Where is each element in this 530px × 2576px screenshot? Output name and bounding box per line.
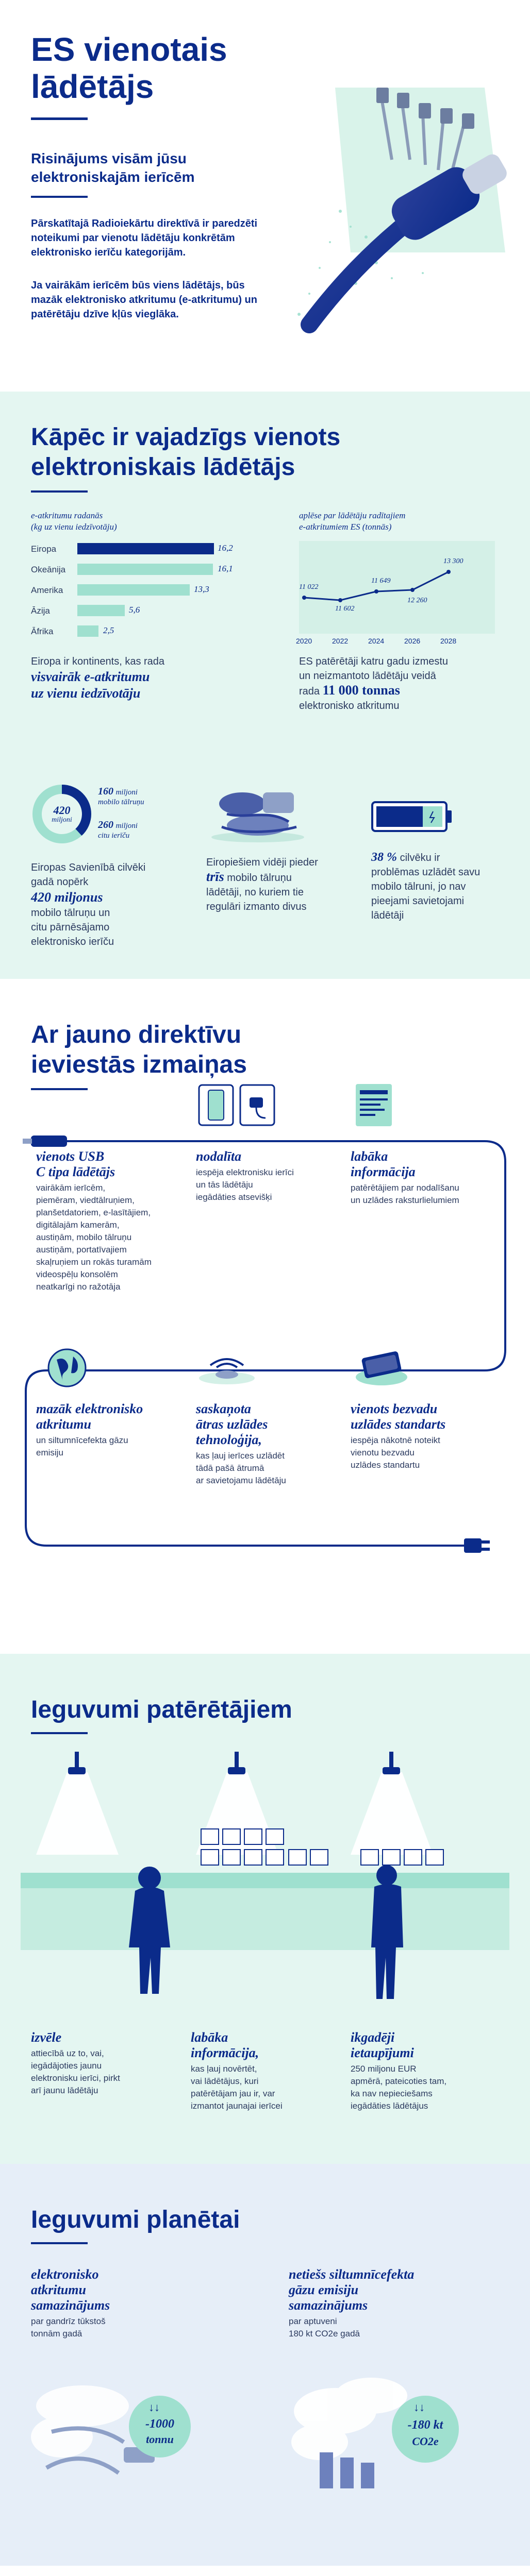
change-title-line2: atkritumu (36, 1417, 91, 1432)
planet-benefit-title (31, 2267, 227, 2313)
waste-badge-unit: tonnu (146, 2433, 174, 2446)
planet-benefit-text (289, 2315, 505, 2340)
why-title-line1: Kāpēc ir vajadzīgs vienots (31, 423, 341, 451)
emissions-badge-unit: CO2e (412, 2435, 439, 2448)
line-note-rada: rada (299, 686, 320, 697)
emissions-illustration (289, 2375, 505, 2488)
donut-caption-line4: mobilo tālruņu un (31, 907, 110, 919)
line-chart-svg (299, 541, 495, 634)
bar-value: 13,3 (194, 584, 209, 594)
changes-title-rule (31, 1088, 88, 1090)
page-title (31, 31, 227, 105)
fast-charge-icon (196, 1350, 258, 1386)
battery-pct: 38 % (371, 851, 397, 864)
text-line: un tās lādētāju (196, 1180, 253, 1190)
year-label: 2028 (440, 637, 457, 645)
benefit-title-line1: labāka (191, 2030, 228, 2045)
title-underline (31, 117, 88, 120)
planet-benefit-waste (31, 2267, 227, 2340)
text-line: skaļruņiem un rokās turamām (36, 1257, 152, 1267)
planet-title-line: samazinājums (31, 2298, 110, 2313)
text-line: vienotu bezvadu (351, 1448, 415, 1458)
battery-caption-line3: mobilo tālruni, jo nav (371, 881, 466, 892)
wireless-charger-icon (351, 1347, 412, 1388)
line-point-label: 13 300 (443, 557, 463, 565)
bar-row (31, 623, 247, 639)
why-title-rule (31, 490, 88, 493)
text-line: tādā pašā ātrumā (196, 1463, 264, 1473)
change-title-line3: tehnoloģija, (196, 1432, 262, 1447)
bar-row (31, 562, 247, 577)
change-item-wireless (351, 1401, 500, 1471)
line-chart-note (299, 654, 505, 713)
benefit-text (191, 2063, 335, 2112)
change-item-title (196, 1401, 340, 1448)
bar-value: 16,1 (218, 564, 233, 573)
change-title-line2: C tipa lādētājs (36, 1164, 115, 1179)
change-title-line1: saskaņota (196, 1401, 251, 1416)
planet-title-line: netiešs siltumnīcefekta (289, 2267, 415, 2282)
text-line: iespēja nākotnē noteikt (351, 1435, 440, 1445)
line-point (410, 588, 415, 592)
planet-title-rule (31, 2242, 88, 2244)
text-line: kas ļauj ierīces uzlādēt (196, 1451, 285, 1461)
consumers-title: Ieguvumi patērētājiem (31, 1696, 292, 1723)
planet-benefit-text (31, 2315, 227, 2340)
consumer-benefit-information (191, 2030, 335, 2112)
donut-caption (31, 860, 175, 949)
text-line: vairākām ierīcēm, (36, 1183, 106, 1193)
line-note-line3 (299, 683, 505, 699)
consumers-section (0, 1654, 530, 2164)
donut-legend-bottom (98, 819, 138, 840)
bar-chart-note (31, 654, 247, 702)
line-chart-title-line1: aplēse par lādētāju radītajiem (299, 511, 406, 520)
change-title-line1: vienots USB (36, 1149, 105, 1164)
consumers-title-rule (31, 1732, 88, 1734)
text-line: elektronisku ierīci, pirkt (31, 2073, 120, 2083)
bar-label: Okeānija (31, 565, 66, 574)
bar-row (31, 582, 247, 598)
donut-chart (31, 783, 93, 845)
line-chart (299, 541, 495, 634)
line-point-label: 11 022 (299, 583, 319, 591)
emissions-badge (392, 2396, 459, 2463)
change-item-fast-charging (196, 1401, 340, 1487)
title-line2: lādētājs (31, 68, 154, 105)
line-note-line2: un neizmantoto lādētāju veidā (299, 670, 436, 682)
header-subtitle (31, 149, 195, 187)
text-line: digitālajām kamerām, (36, 1220, 120, 1230)
text-line: emisiju (36, 1448, 63, 1458)
change-item-title (351, 1401, 500, 1432)
year-label: 2020 (296, 637, 312, 645)
change-title-line1: mazāk elektronisko (36, 1401, 143, 1416)
change-title-line2: uzlādes standarts (351, 1417, 446, 1432)
benefit-text (351, 2063, 500, 2112)
bar-label: Eiropa (31, 544, 57, 554)
change-item-title (36, 1149, 186, 1180)
donut-caption-line1: Eiropas Savienībā cilvēki (31, 862, 146, 873)
arrow-down-icon: ↓↓ (148, 2401, 160, 2414)
arrow-down-icon: ↓↓ (413, 2401, 425, 2414)
text-line: vai lādētājus, kuri (191, 2076, 259, 2086)
line-point-label: 12 260 (407, 597, 427, 604)
change-item-text (196, 1166, 330, 1204)
phones-caption-rest: mobilo tālruņu (227, 872, 292, 884)
globe-icon (46, 1347, 88, 1388)
benefit-title (351, 2030, 500, 2061)
text-line: planšetdatoriem, e-lasītājiem, (36, 1208, 151, 1217)
change-item-text (351, 1182, 500, 1207)
bar-fill (77, 605, 125, 616)
text-line: kas ļauj novērtēt, (191, 2064, 257, 2074)
change-item-text (351, 1434, 500, 1471)
planet-section (0, 2164, 530, 2566)
planet-title-line: samazinājums (289, 2298, 368, 2313)
donut-top-value: 160 (98, 786, 113, 797)
bar-chart (31, 541, 247, 644)
line-point (446, 570, 451, 574)
donut-caption-big: 420 miljonus (31, 890, 103, 905)
benefit-title-line1: ikgadēji (351, 2030, 395, 2045)
text-line: iespēja elektronisku ierīci (196, 1167, 294, 1177)
waste-badge-value: -1000 (145, 2417, 174, 2431)
planet-title-line: atkritumu (31, 2282, 86, 2297)
donut-top-label: mobilo tālruņu (98, 798, 144, 806)
text-line: 250 miljonu EUR (351, 2064, 417, 2074)
text-line: austiņām, portatīvajiem (36, 1245, 127, 1255)
change-item-unbundling (196, 1149, 330, 1204)
subtitle-underline (31, 196, 88, 198)
benefit-title-line2: ietaupījumi (351, 2045, 414, 2060)
bar-value: 16,2 (218, 543, 233, 553)
bar-fill (77, 625, 98, 637)
donut-bottom-value: 260 (98, 819, 113, 831)
why-title (31, 422, 340, 482)
phone-charger-icons (196, 1082, 278, 1128)
header-para1: Pārskatītajā Radioiekārtu direktīvā ir paredzēti noteikumi par vienotu lādētāju konkrētām elektronisko ierīču kategorijām. (31, 218, 258, 258)
line-point-label: 11 649 (371, 577, 391, 585)
donut-bottom-label: citu ierīču (98, 832, 130, 840)
bar-label: Āfrika (31, 626, 54, 636)
usb-cable-illustration (268, 57, 510, 345)
emissions-badge-value: -180 kt (407, 2418, 443, 2432)
bar-fill (77, 543, 214, 554)
change-title-line2: ātras uzlādes (196, 1417, 268, 1432)
year-label: 2024 (368, 637, 385, 645)
bar-label: Āzija (31, 606, 50, 616)
header-para2: Ja vairākām ierīcēm būs viens lādētājs, būs mazāk elektronisko atkritumu (e-atkritumu) un patērētāju dzīve kļūs vieglāka. (31, 280, 257, 320)
title-line1: ES vienotais (31, 31, 227, 68)
bar-label: Amerika (31, 585, 63, 595)
text-line: ka nav nepieciešams (351, 2089, 433, 2098)
text-line: 180 kt CO2e gadā (289, 2329, 360, 2338)
change-item-information (351, 1149, 500, 1207)
donut-center: 420 (53, 804, 71, 817)
line-note-big: 11 000 tonnas (322, 683, 400, 698)
change-title-line1: vienots bezvadu (351, 1401, 438, 1416)
text-line: arī jaunu lādētāju (31, 2086, 98, 2095)
store-illustration (21, 1752, 509, 2020)
year-label: 2022 (332, 637, 349, 645)
text-line: patērētājam jau ir, var (191, 2089, 275, 2098)
text-line: austiņām, mobilo tālruņu (36, 1232, 132, 1242)
text-line: par gandrīz tūkstoš (31, 2316, 106, 2326)
bar-row (31, 541, 247, 556)
line-note-line4: elektronisko atkritumu (299, 700, 400, 711)
donut-caption-line6: elektronisko ierīču (31, 936, 114, 947)
changes-title-line1: Ar jauno direktīvu (31, 1021, 242, 1048)
change-item-less-waste (36, 1401, 191, 1459)
changes-title-line2: ieviestās izmaiņas (31, 1051, 247, 1078)
phones-caption (206, 855, 340, 914)
phones-caption-line1: Eiropiešiem vidēji pieder (206, 857, 318, 868)
benefit-title (191, 2030, 335, 2061)
text-line: un siltumnīcefekta gāzu (36, 1435, 128, 1445)
text-line: piemēram, viedtālruņiem, (36, 1195, 135, 1205)
change-item-text (36, 1434, 191, 1459)
footer (0, 2566, 530, 2576)
bar-note-big1: visvairāk e-atkritumu (31, 669, 150, 684)
donut-bottom-unit: miljoni (115, 822, 138, 830)
text-line: un uzlādes raksturlielumiem (351, 1195, 459, 1205)
planet-title-line: gāzu emisiju (289, 2282, 359, 2297)
waste-illustration (31, 2375, 217, 2488)
text-line: apmērā, pateicoties tam, (351, 2076, 447, 2086)
text-line: ar savietojamu lādētāju (196, 1476, 286, 1485)
change-item-title (351, 1149, 500, 1180)
donut-legend-top (98, 786, 144, 807)
benefit-title: izvēle (31, 2030, 62, 2045)
line-point-label: 11 602 (335, 605, 355, 613)
text-line: iegādāties atsevišķi (196, 1192, 272, 1202)
text-line: videospēļu konsolēm (36, 1269, 118, 1279)
bar-chart-title-line2: (kg uz vienu iedzīvotāju) (31, 522, 117, 532)
info-label-icon (351, 1082, 397, 1128)
benefit-text (31, 2047, 175, 2097)
donut-caption-line5: citu pārnēsājamo (31, 922, 110, 933)
battery-caption-line4: pieejami savietojami (371, 895, 465, 907)
changes-title (31, 1020, 247, 1080)
bar-fill (77, 584, 190, 596)
year-label: 2026 (404, 637, 421, 645)
change-item-title (36, 1401, 191, 1432)
text-line: par aptuveni (289, 2316, 337, 2326)
donut-caption-line2: gadā nopērk (31, 876, 89, 888)
bar-note-line1: Eiropa ir kontinents, kas rada (31, 656, 165, 667)
line-chart-years (296, 637, 495, 647)
bar-row (31, 603, 247, 618)
line-chart-title (299, 510, 405, 533)
line-point (338, 598, 342, 602)
line-point (302, 596, 306, 600)
battery-caption-rest: cilvēku ir (400, 852, 440, 863)
donut-center-sub: miljoni (52, 816, 72, 824)
planet-benefit-title (289, 2267, 505, 2313)
battery-caption-line1 (371, 850, 505, 865)
planet-title: Ieguvumi planētai (31, 2206, 240, 2233)
why-section (0, 392, 530, 979)
line-point (374, 589, 378, 594)
why-title-line2: elektroniskais lādētājs (31, 453, 295, 481)
phones-caption-line3: lādētāji, no kuriem tie (206, 887, 304, 898)
benefit-title-line2: informācija, (191, 2045, 259, 2060)
change-item-usbc (36, 1149, 186, 1293)
bar-chart-title-line1: e-atkritumu radanās (31, 511, 103, 520)
line-note-line1: ES patērētāji katru gadu izmestu (299, 656, 449, 667)
bar-value: 5,6 (129, 605, 140, 615)
subtitle-line1: Risinājums visām jūsu (31, 150, 187, 166)
change-title-line2: informācija (351, 1164, 416, 1179)
battery-caption-line2: problēmas uzlādēt savu (371, 867, 481, 878)
battery-caption-line5: lādētāji (371, 910, 404, 921)
change-item-title: nodalīta (196, 1149, 242, 1164)
line-series (304, 572, 449, 600)
bar-chart-title (31, 510, 117, 533)
text-line: iegādāties lādētājus (351, 2101, 428, 2111)
text-line: attiecībā uz to, vai, (31, 2048, 104, 2058)
text-line: iegādājoties jaunu (31, 2061, 102, 2071)
text-line: patērētājiem par nodalīšanu (351, 1183, 459, 1193)
change-title-line1: labāka (351, 1149, 388, 1164)
phones-caption-line4: regulāri izmanto divus (206, 901, 307, 912)
bar-fill (77, 564, 213, 575)
subtitle-line2: elektroniskajām ierīcēm (31, 169, 195, 185)
text-line: neatkarīgi no ražotāja (36, 1282, 121, 1292)
phones-caption-big: trīs (206, 869, 224, 884)
donut-top-unit: miljoni (115, 788, 138, 796)
line-chart-title-line2: e-atkritumiem ES (tonnās) (299, 522, 392, 532)
bar-value: 2,5 (103, 625, 114, 635)
phones-caption-line2 (206, 870, 340, 885)
planet-benefit-emissions (289, 2267, 505, 2340)
battery-icon (371, 801, 454, 832)
text-line: uzlādes standartu (351, 1460, 420, 1470)
change-item-text (36, 1182, 186, 1293)
text-line: izmantot jaunajai ierīcei (191, 2101, 283, 2111)
planet-title-line: elektronisko (31, 2267, 99, 2282)
text-line: tonnām gadā (31, 2329, 82, 2338)
header-section (0, 0, 530, 392)
battery-caption (371, 850, 505, 923)
waste-badge (129, 2396, 191, 2458)
consumer-benefit-choice (31, 2030, 175, 2097)
bar-note-big2: uz vienu iedzīvotāju (31, 686, 141, 701)
changes-section (0, 979, 530, 1654)
consumer-benefit-savings (351, 2030, 500, 2112)
chargers-illustration (206, 783, 309, 845)
change-item-text (196, 1450, 340, 1487)
